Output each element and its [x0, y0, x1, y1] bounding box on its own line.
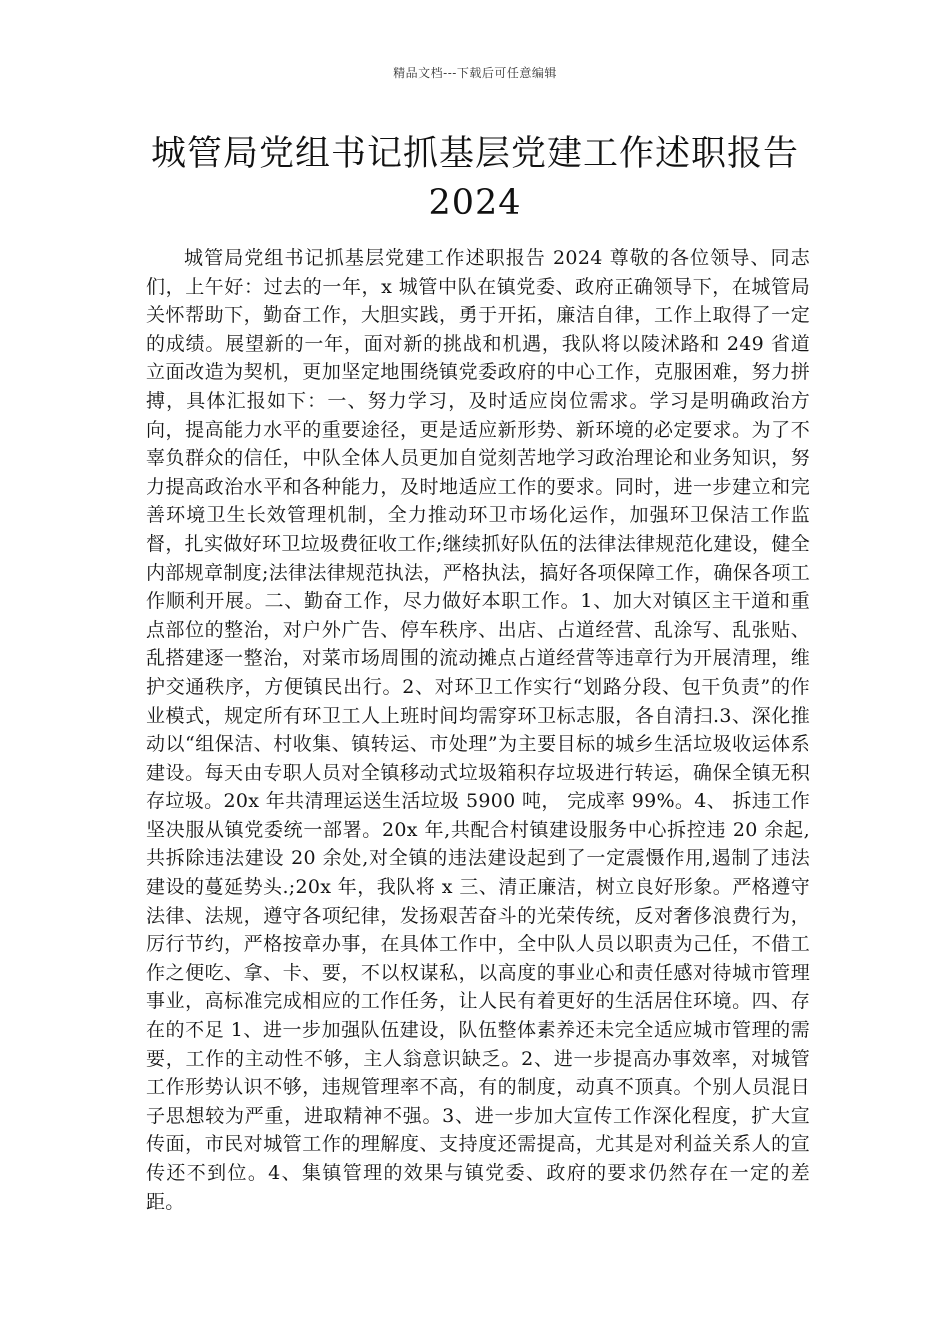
document-title [120, 130, 830, 228]
document-body-paragraph: 城管局党组书记抓基层党建工作述职报告 2024 尊敬的各位领导、同志们，上午好：过去的一年，x 城管中队在镇党委、政府正确领导下，在城管局关怀帮助下，勤奋工作，大胆实践，勇于开拓，廉洁自律，工作上取得了一定的成绩。展望新的一年，面对新的挑战和机遇，我队将以陵沭路和 249 省道立面改造为契机，更加坚定地围绕镇党委政府的中心工作，克服困难，努力拼搏，具体汇报如下：一、努力学习，及时适应岗位需求。学习是明确政治方向，提高能力水平的重要途径，更是适应新形势、新环境的必定要求。为了不辜负群众的信任，中队全体人员更加自觉刻苦地学习政治理论和业务知识，努力提高政治水平和各种能力，及时地适应工作的要求。同时，进一步建立和完善环境卫生长效管理机制，全力推动环卫市场化运作，加强环卫保洁工作监督，扎实做好环卫垃圾费征收工作;继续抓好队伍的法律法律规范化建设，健全内部规章制度;法律法律规范执法，严格执法，搞好各项保障工作，确保各项工作顺利开展。二、勤奋工作，尽力做好本职工作。1、加大对镇区主干道和重点部位的整治，对户外广告、停车秩序、出店、占道经营、乱涂写、乱张贴、乱搭建逐一整治，对菜市场周围的流动摊点占道经营等违章行为开展清理，维护交通秩序，方便镇民出行。2、对环卫工作实行“划路分段、包干负责”的作业模式，规定所有环卫工人上班时间均需穿环卫标志服，各自清扫.3、深化推动以“组保洁、村收集、镇转运、市处理”为主要目标的城乡生活垃圾收运体系建设。每天由专职人员对全镇移动式垃圾箱积存垃圾进行转运，确保全镇无积存垃圾。20x 年共清理运送生活垃圾 5900 吨， 完成率 99%。4、 拆违工作坚决服从镇党委统一部署。20x 年,共配合村镇建设服务中心拆控违 20 余起,共拆除违法建设 20 余处,对全镇的违法建设起到了一定震慑作用,遏制了违法建设的蔓延势头.;20x 年，我队将 x 三、清正廉洁，树立良好形象。严格遵守法律、法规，遵守各项纪律，发扬艰苦奋斗的光荣传统，反对奢侈浪费行为，厉行节约，严格按章办事，在具体工作中，全中队人员以职责为己任，不借工作之便吃、拿、卡、要，不以权谋私，以高度的事业心和责任感对待城市管理事业，高标准完成相应的工作任务，让人民有着更好的生活居住环境。四、存在的不足 1、进一步加强队伍建设，队伍整体素养还未完全适应城市管理的需要，工作的主动性不够，主人翁意识缺乏。2、进一步提高办事效率，对城管工作形势认识不够，违规管理率不高，有的制度，动真不顶真。个别人员混日子思想较为严重，进取精神不强。3、进一步加大宣传工作深化程度，扩大宣传面，市民对城管工作的理解度、支持度还需提高，尤其是对利益关系人的宣传还不到位。4、集镇管理的效果与镇党委、政府的要求仍然存在一定的差距。 [146, 247, 810, 1213]
document-title-line-2: 2024 [428, 183, 522, 223]
document-title-line-1: 城管局党组书记抓基层党建工作述职报告 [150, 134, 799, 174]
header-note: 精品文档---下载后可任意编辑 [393, 66, 557, 80]
